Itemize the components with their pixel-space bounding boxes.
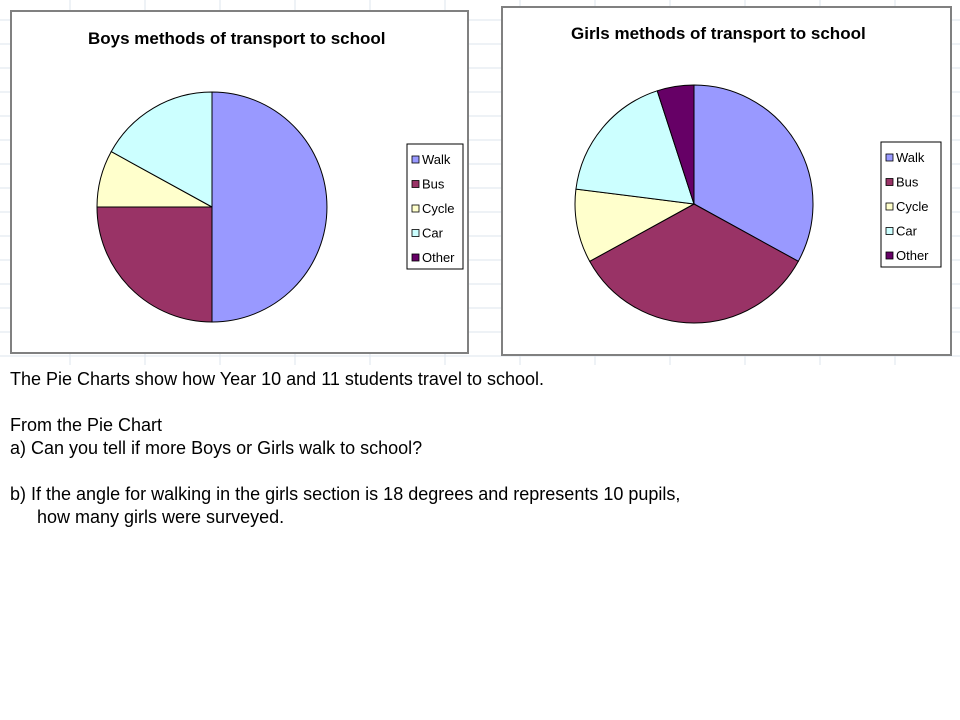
girls-chart-panel (501, 6, 952, 356)
boys-legend-swatch-cycle (412, 205, 419, 212)
boys-slice-walk (212, 92, 327, 322)
girls-legend-label-bus: Bus (896, 174, 919, 190)
girls-legend-swatch-car (886, 228, 893, 235)
boys-legend-label-other: Other (422, 250, 455, 265)
girls-legend-swatch-other (886, 252, 893, 259)
girls-legend-swatch-walk (886, 154, 893, 161)
boys-legend-label-walk: Walk (422, 152, 451, 167)
girls-legend-label-car: Car (896, 223, 917, 239)
intro-line: The Pie Charts show how Year 10 and 11 students travel to school. (10, 369, 544, 389)
boys-legend-label-cycle: Cycle (422, 201, 455, 216)
girls-chart-title: Girls methods of transport to school (571, 24, 866, 43)
boys-chart-title: Boys methods of transport to school (88, 29, 386, 48)
girls-legend (881, 142, 941, 267)
question-b: b) If the angle for walking in the girls section is 18 degrees and represents 10 pupils, (10, 484, 681, 504)
question-b-continued: how many girls were surveyed. (37, 507, 285, 527)
question-a: a) Can you tell if more Boys or Girls walk to school? (10, 438, 423, 458)
from-chart-line: From the Pie Chart (10, 415, 163, 435)
boys-legend (407, 144, 463, 269)
boys-pie (97, 92, 327, 322)
girls-legend-label-cycle: Cycle (896, 199, 929, 214)
boys-pie-chart (12, 12, 471, 356)
boys-legend-swatch-bus (412, 181, 419, 188)
girls-pie (575, 85, 813, 323)
girls-legend-swatch-cycle (886, 203, 893, 210)
boys-legend-swatch-other (412, 254, 419, 261)
boys-legend-swatch-car (412, 230, 419, 237)
boys-legend-swatch-walk (412, 156, 419, 163)
girls-legend-label-walk: Walk (896, 150, 925, 165)
boys-slice-bus (97, 207, 212, 322)
question-text (10, 368, 950, 529)
boys-legend-label-car: Car (422, 225, 443, 241)
girls-pie-chart (503, 8, 954, 358)
boys-chart-panel (10, 10, 469, 354)
girls-legend-swatch-bus (886, 179, 893, 186)
boys-legend-label-bus: Bus (422, 176, 445, 192)
girls-legend-label-other: Other (896, 248, 929, 263)
